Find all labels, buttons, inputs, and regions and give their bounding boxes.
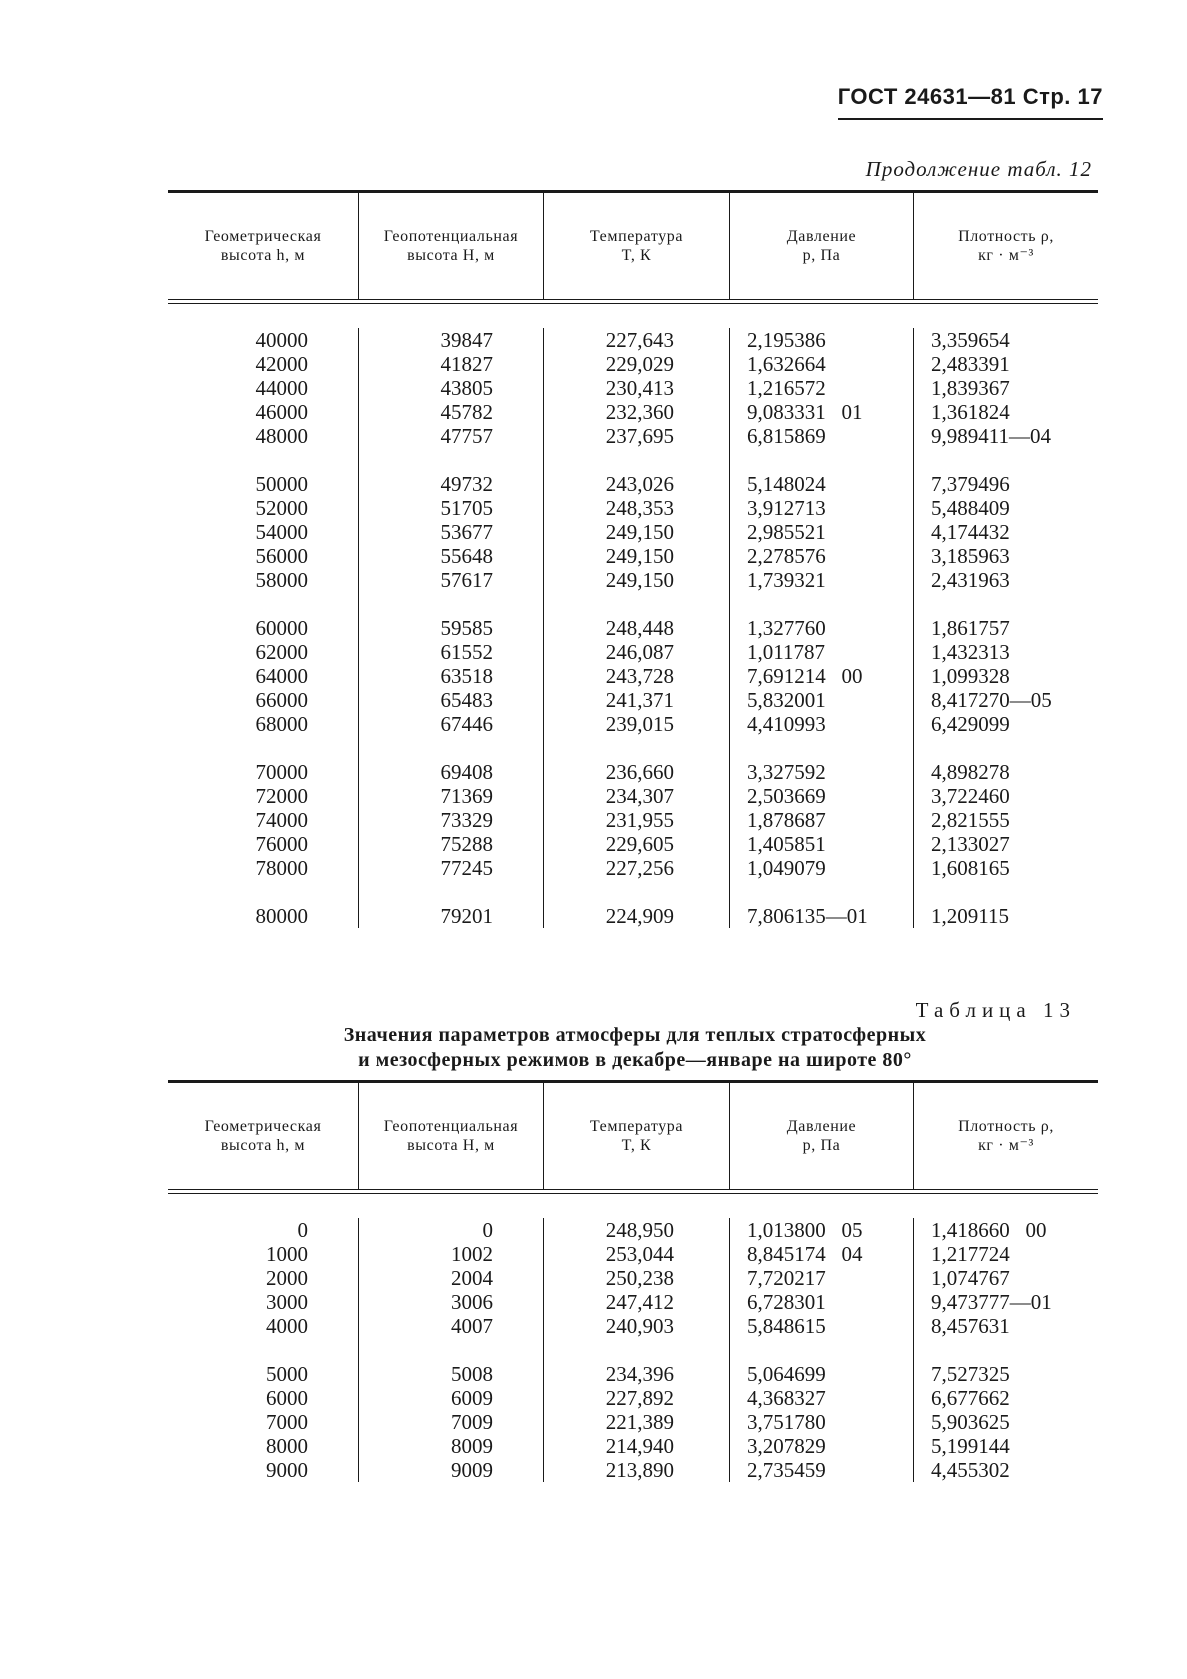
group-spacer [359, 448, 543, 472]
table-cell-H: 69408 [440, 760, 493, 784]
table-cell-rho: 7,527325 [931, 1362, 1010, 1386]
column-p [729, 1218, 913, 1482]
column-H [358, 328, 543, 928]
table-cell-T: 234,396 [605, 1362, 674, 1386]
table-cell-T: 247,412 [605, 1290, 674, 1314]
table-cell-p: 3,912713 [747, 496, 826, 520]
table-cell-T: 248,950 [605, 1218, 674, 1242]
table-cell-h: 0 [297, 1218, 308, 1242]
table-cell-h: 58000 [255, 568, 308, 592]
table-cell-H: 55648 [440, 544, 493, 568]
group-spacer [359, 880, 543, 904]
table-cell-rho: 7,379496 [931, 472, 1010, 496]
table-cell-H: 7009 [451, 1410, 493, 1434]
table-cell-H: 49732 [440, 472, 493, 496]
table-cell-H: 59585 [440, 616, 493, 640]
table-cell-T: 237,695 [605, 424, 674, 448]
table-cell-H: 79201 [440, 904, 493, 928]
column-h [168, 328, 358, 928]
table-cell-h: 1000 [266, 1242, 308, 1266]
group-spacer [914, 736, 1098, 760]
table-cell-H: 73329 [440, 808, 493, 832]
header-pressure: Давление p, Па [729, 193, 913, 299]
group-spacer [359, 1338, 543, 1362]
table-cell-T: 243,026 [605, 472, 674, 496]
group-spacer [168, 592, 358, 616]
table-header-row [168, 1083, 1098, 1189]
table-cell-p: 2,195386 [747, 328, 826, 352]
table-cell-H: 75288 [440, 832, 493, 856]
table-cell-p: 3,751780 [747, 1410, 826, 1434]
table-cell-H: 65483 [440, 688, 493, 712]
table-cell-rho: 3,722460 [931, 784, 1010, 808]
table-cell-h: 3000 [266, 1290, 308, 1314]
table-cell-H: 57617 [440, 568, 493, 592]
table-cell-h: 44000 [255, 376, 308, 400]
table-cell-rho: 8,457631 [931, 1314, 1010, 1338]
table-cell-h: 66000 [255, 688, 308, 712]
table-cell-T: 230,413 [605, 376, 674, 400]
table-cell-p: 7,806135—01 [747, 904, 868, 928]
header-density: Плотность ρ, кг · м⁻³ [913, 193, 1098, 299]
group-spacer [168, 448, 358, 472]
group-spacer [168, 736, 358, 760]
table-cell-H: 41827 [440, 352, 493, 376]
table-cell-H: 67446 [440, 712, 493, 736]
table-cell-H: 0 [482, 1218, 493, 1242]
table-cell-h: 70000 [255, 760, 308, 784]
table-cell-H: 4007 [451, 1314, 493, 1338]
header-geopotential-height: Геопотенциальная высота H, м [358, 193, 543, 299]
table-cell-h: 7000 [266, 1410, 308, 1434]
table-body [168, 1194, 1098, 1506]
table-cell-p: 5,148024 [747, 472, 826, 496]
table-cell-H: 61552 [440, 640, 493, 664]
table-cell-T: 240,903 [605, 1314, 674, 1338]
table-cell-p: 4,368327 [747, 1386, 826, 1410]
group-spacer [544, 592, 729, 616]
group-spacer [914, 592, 1098, 616]
table-cell-rho: 4,174432 [931, 520, 1010, 544]
table-cell-rho: 5,903625 [931, 1410, 1010, 1434]
table-cell-H: 9009 [451, 1458, 493, 1482]
column-h [168, 1218, 358, 1482]
table-cell-h: 8000 [266, 1434, 308, 1458]
table-cell-T: 234,307 [605, 784, 674, 808]
table-cell-p: 1,011787 [747, 640, 825, 664]
table-cell-h: 64000 [255, 664, 308, 688]
table-cell-p: 1,013800 05 [747, 1218, 863, 1242]
group-spacer [914, 448, 1098, 472]
table-cell-H: 2004 [451, 1266, 493, 1290]
table-cell-p: 1,327760 [747, 616, 826, 640]
table-cell-h: 76000 [255, 832, 308, 856]
table-cell-rho: 9,473777—01 [931, 1290, 1052, 1314]
table-cell-rho: 1,432313 [931, 640, 1010, 664]
header-geometric-height: Геометрическая высота h, м [204, 1118, 322, 1154]
column-H [358, 1218, 543, 1482]
table-cell-p: 7,691214 00 [747, 664, 863, 688]
table-cell-h: 5000 [266, 1362, 308, 1386]
table-cell-H: 53677 [440, 520, 493, 544]
table-cell-h: 52000 [255, 496, 308, 520]
table-cell-T: 227,892 [605, 1386, 674, 1410]
table-cell-p: 1,216572 [747, 376, 826, 400]
table-cell-p: 6,815869 [747, 424, 826, 448]
table-cell-T: 250,238 [605, 1266, 674, 1290]
table-header-row [168, 193, 1098, 299]
table-cell-T: 221,389 [605, 1410, 674, 1434]
header-temperature: Температура T, К [543, 1083, 729, 1189]
table-cell-T: 231,955 [605, 808, 674, 832]
table-13-label: Таблица 13 [915, 998, 1076, 1022]
table-cell-rho: 2,133027 [931, 832, 1010, 856]
table-cell-h: 42000 [255, 352, 308, 376]
table-cell-rho: 1,861757 [931, 616, 1010, 640]
table-cell-T: 246,087 [605, 640, 674, 664]
table-cell-rho: 4,455302 [931, 1458, 1010, 1482]
table-cell-p: 3,207829 [747, 1434, 826, 1458]
column-rho [913, 1218, 1098, 1482]
table-cell-T: 243,728 [605, 664, 674, 688]
table-cell-h: 72000 [255, 784, 308, 808]
table-cell-rho: 2,821555 [931, 808, 1010, 832]
group-spacer [914, 1338, 1098, 1362]
table-cell-h: 80000 [255, 904, 308, 928]
header-temperature: Температура T, К [543, 193, 729, 299]
table-13 [168, 1080, 1098, 1506]
group-spacer [544, 880, 729, 904]
table-cell-p: 1,405851 [747, 832, 826, 856]
table-cell-rho: 6,429099 [931, 712, 1010, 736]
table-cell-rho: 9,989411—04 [931, 424, 1051, 448]
column-T [543, 328, 729, 928]
table-cell-H: 6009 [451, 1386, 493, 1410]
table-cell-p: 9,083331 01 [747, 400, 863, 424]
group-spacer [168, 880, 358, 904]
table-cell-H: 45782 [440, 400, 493, 424]
table-cell-rho: 1,217724 [931, 1242, 1010, 1266]
column-T [543, 1218, 729, 1482]
table-cell-H: 5008 [451, 1362, 493, 1386]
table-cell-h: 56000 [255, 544, 308, 568]
table-cell-T: 229,029 [605, 352, 674, 376]
table-cell-T: 241,371 [605, 688, 674, 712]
table-cell-h: 2000 [266, 1266, 308, 1290]
table-cell-p: 2,503669 [747, 784, 826, 808]
table-cell-rho: 1,209115 [931, 904, 1009, 928]
table-cell-T: 229,605 [605, 832, 674, 856]
table-cell-rho: 2,483391 [931, 352, 1010, 376]
group-spacer [544, 1338, 729, 1362]
table-cell-T: 253,044 [605, 1242, 674, 1266]
table-cell-T: 213,890 [605, 1458, 674, 1482]
table-cell-rho: 1,099328 [931, 664, 1010, 688]
table-cell-rho: 8,417270—05 [931, 688, 1052, 712]
table-cell-p: 1,878687 [747, 808, 826, 832]
table-continuation-label: Продолжение табл. 12 [865, 157, 1092, 181]
header-pressure: Давление p, Па [729, 1083, 913, 1189]
table-cell-p: 1,049079 [747, 856, 826, 880]
table-cell-H: 43805 [440, 376, 493, 400]
header-geopotential-height: Геопотенциальная высота H, м [358, 1083, 543, 1189]
table-body [168, 304, 1098, 952]
table-cell-T: 227,256 [605, 856, 674, 880]
table-cell-T: 232,360 [605, 400, 674, 424]
table-cell-T: 249,150 [605, 520, 674, 544]
page-header: ГОСТ 24631—81 Стр. 17 [838, 84, 1103, 120]
table-cell-H: 8009 [451, 1434, 493, 1458]
table-cell-T: 214,940 [605, 1434, 674, 1458]
table-cell-h: 62000 [255, 640, 308, 664]
header-geometric-height: Геометрическая высота h, м [204, 228, 322, 264]
table-cell-rho: 1,361824 [931, 400, 1010, 424]
table-cell-h: 6000 [266, 1386, 308, 1410]
table-cell-rho: 3,185963 [931, 544, 1010, 568]
table-cell-rho: 2,431963 [931, 568, 1010, 592]
table-cell-rho: 5,199144 [931, 1434, 1010, 1458]
table-cell-T: 236,660 [605, 760, 674, 784]
table-cell-rho: 1,608165 [931, 856, 1010, 880]
table-cell-H: 51705 [440, 496, 493, 520]
group-spacer [168, 1338, 358, 1362]
table-cell-h: 9000 [266, 1458, 308, 1482]
table-cell-p: 2,985521 [747, 520, 826, 544]
group-spacer [730, 592, 913, 616]
table-cell-p: 3,327592 [747, 760, 826, 784]
header-density: Плотность ρ, кг · м⁻³ [913, 1083, 1098, 1189]
table-cell-p: 2,735459 [747, 1458, 826, 1482]
table-cell-H: 77245 [440, 856, 493, 880]
table-cell-p: 8,845174 04 [747, 1242, 863, 1266]
group-spacer [914, 880, 1098, 904]
table-cell-T: 248,448 [605, 616, 674, 640]
table-cell-H: 3006 [451, 1290, 493, 1314]
column-rho [913, 328, 1098, 928]
table-cell-h: 74000 [255, 808, 308, 832]
table-cell-rho: 3,359654 [931, 328, 1010, 352]
table-cell-h: 68000 [255, 712, 308, 736]
table-cell-H: 39847 [440, 328, 493, 352]
table-cell-rho: 1,418660 00 [931, 1218, 1047, 1242]
table-cell-H: 1002 [451, 1242, 493, 1266]
group-spacer [544, 736, 729, 760]
table-cell-p: 5,848615 [747, 1314, 826, 1338]
table-cell-h: 48000 [255, 424, 308, 448]
table-cell-p: 7,720217 [747, 1266, 826, 1290]
table-cell-p: 4,410993 [747, 712, 826, 736]
table-cell-T: 239,015 [605, 712, 674, 736]
table-cell-h: 46000 [255, 400, 308, 424]
table-cell-rho: 6,677662 [931, 1386, 1010, 1410]
table-cell-p: 1,739321 [747, 568, 826, 592]
table-cell-rho: 1,839367 [931, 376, 1010, 400]
group-spacer [730, 448, 913, 472]
column-p [729, 328, 913, 928]
group-spacer [359, 736, 543, 760]
table-cell-h: 4000 [266, 1314, 308, 1338]
table-cell-rho: 4,898278 [931, 760, 1010, 784]
group-spacer [730, 1338, 913, 1362]
table-cell-h: 60000 [255, 616, 308, 640]
table-cell-T: 249,150 [605, 568, 674, 592]
table-cell-h: 54000 [255, 520, 308, 544]
table-cell-H: 71369 [440, 784, 493, 808]
group-spacer [359, 592, 543, 616]
group-spacer [730, 736, 913, 760]
table-cell-h: 50000 [255, 472, 308, 496]
table-cell-p: 2,278576 [747, 544, 826, 568]
table-12 [168, 190, 1098, 952]
table-cell-h: 40000 [255, 328, 308, 352]
table-cell-T: 248,353 [605, 496, 674, 520]
table-cell-rho: 5,488409 [931, 496, 1010, 520]
table-13-title: Значения параметров атмосферы для теплых стратосферных и мезосферных режимов в декабре—январе на широте 80° [343, 1024, 927, 1071]
group-spacer [730, 880, 913, 904]
table-cell-p: 6,728301 [747, 1290, 826, 1314]
table-cell-rho: 1,074767 [931, 1266, 1010, 1290]
table-cell-p: 5,064699 [747, 1362, 826, 1386]
table-cell-h: 78000 [255, 856, 308, 880]
table-cell-H: 47757 [440, 424, 493, 448]
table-cell-T: 224,909 [605, 904, 674, 928]
table-cell-H: 63518 [440, 664, 493, 688]
group-spacer [544, 448, 729, 472]
table-cell-p: 5,832001 [747, 688, 826, 712]
table-cell-T: 227,643 [605, 328, 674, 352]
table-cell-T: 249,150 [605, 544, 674, 568]
table-cell-p: 1,632664 [747, 352, 826, 376]
